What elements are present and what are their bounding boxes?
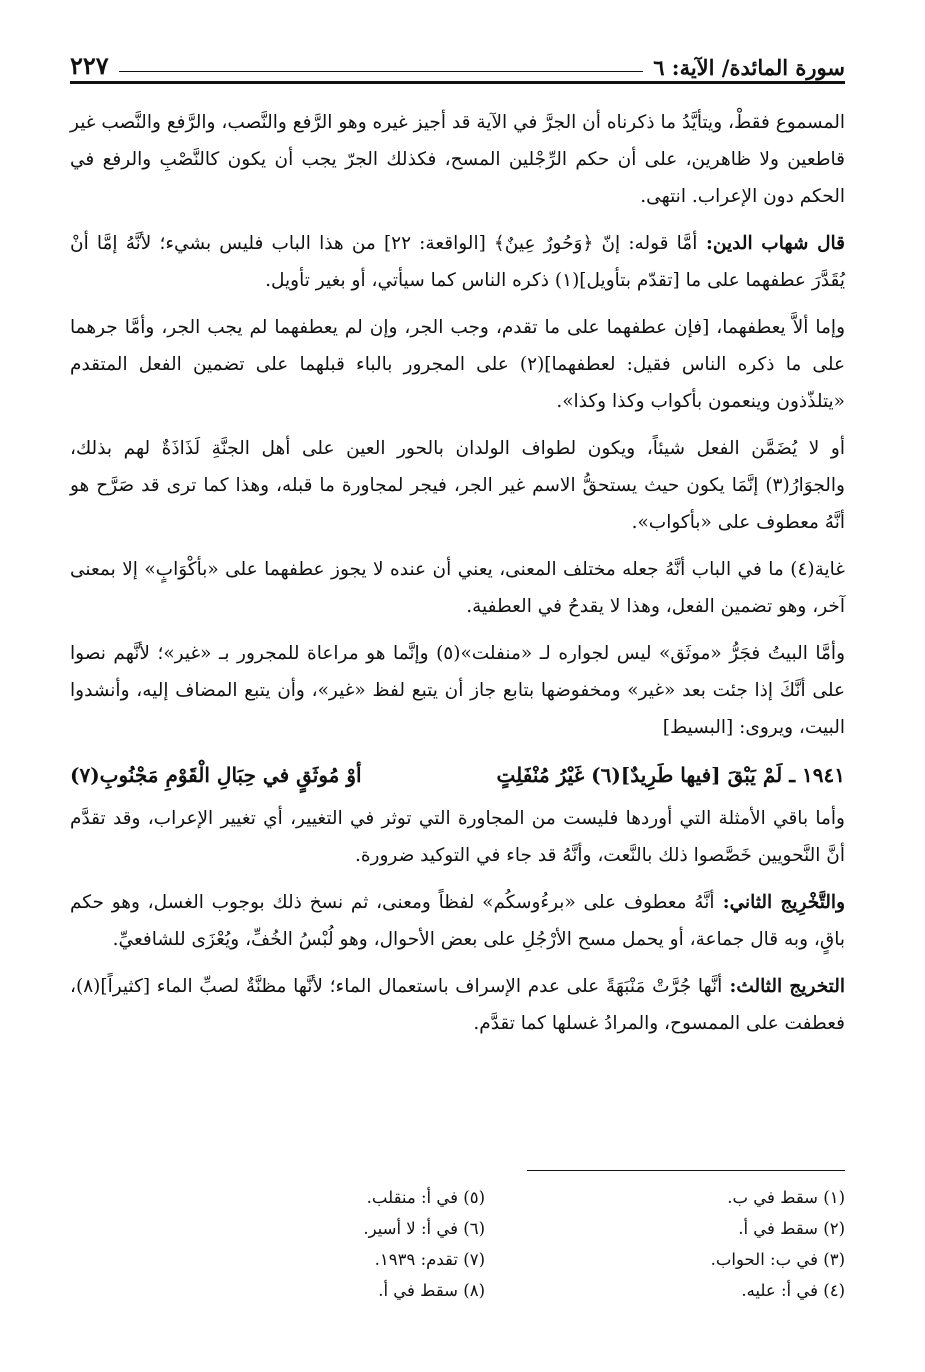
paragraph — [70, 225, 845, 299]
paragraph-text: وإما ألاَّ يعطفهما، [فإن عطفهما على ما تقدم، وجب الجر، وإن لم يعطفهما لم يجب الجر، وأمَّا جرهما على ما ذكره الناس فقيل: لعطفهما](٢) على المجرور بالباء قبلهما على تضمين الفعل المتقدم «يتلذّذون وينعمون بأكواب وكذا وكذا». — [70, 317, 845, 412]
paragraph-lead: والتَّخْرِيج الثاني: — [714, 892, 846, 913]
paragraph-text: وأمَّا البيتُ فجَرُّ «موثَق» ليس لجواره لـ «منفلت»(٥) وإنَّما هو مراعاة للمجرور بـ «غير»؛ لأنَّهم نصوا على أنَّكَ إذا جئت بعد «غير» ومخفوضها بتابع جاز أن يتبع لفظ «غير»، وأن يتبع المضاف إليه، وأنشدوا البيت، ويروى: [البسيط] — [70, 643, 845, 738]
paragraph — [70, 800, 845, 874]
paragraph — [70, 104, 845, 215]
paragraph — [70, 309, 845, 420]
footnote: (٢) سقط في أ. — [738, 1219, 845, 1238]
footnote: (٣) في ب: الحواب. — [710, 1250, 845, 1269]
header-rule — [70, 81, 845, 84]
page-number: ٢٢٧ — [70, 51, 109, 80]
footnote: (٨) سقط في أ. — [378, 1281, 485, 1300]
paragraph — [70, 884, 845, 958]
paragraph — [70, 430, 845, 541]
poetry-verse — [70, 756, 845, 794]
paragraph — [70, 551, 845, 625]
paragraph-text: غاية(٤) ما في الباب أنَّهُ جعله مختلف المعنى، يعني أن عنده لا يجوز عطفهما على «بأكْوَابٍ» إلا بمعنى آخر، وهو تضمين الفعل، وهذا لا يقدحُ في العطفية. — [70, 559, 845, 617]
footnote: (٧) تقدم: ١٩٣٩. — [374, 1250, 485, 1269]
paragraph — [70, 968, 845, 1042]
footnote: (٦) في أ: لا أسير. — [363, 1219, 485, 1238]
footnote: (٤) في أ: عليه. — [741, 1281, 845, 1300]
footnotes — [70, 1182, 845, 1306]
surah-title: سورة المائدة/ الآية: ٦ — [653, 55, 845, 80]
paragraph-text: أو لا يُضَمَّن الفعل شيئاً، ويكون لطواف الولدان بالحور العين على أهل الجنَّةِ لَذَاذَةٌ لهم بذلك، والجوَارُ(٣) إنَّمَا يكون حيث يستحقُّ الاسم غير الجر، فيجر لمجاورة ما قبله، وهذا كما ترى قد صَرَّح هو أنَّهُ معطوف على «بأكواب». — [70, 438, 845, 533]
footnotes-left-column — [105, 1182, 485, 1306]
page-header — [70, 36, 845, 80]
paragraph-text: وأما باقي الأمثلة التي أوردها فليست من المجاورة التي توثر في التغيير، أي تغيير الإعراب، وقد تقدَّم أنَّ النَّحويين خَصَّصوا ذلك بالنَّعت، وأنَّهُ قد جاء في التوكيد ضرورة. — [70, 808, 845, 866]
verse-first-hemistich: ١٩٤١ ـ لَمْ يَبْقَ [فيها طَرِيدٌ](٦) غَيْرُ مُنْفَلِتٍ — [496, 763, 845, 787]
paragraph-text: أمَّا قوله: إنّ ﴿وَحُورٌ عِينٌ﴾ [الواقعة: ٢٢] من هذا الباب فليس بشيء؛ لأنَّهُ إمَّا أنْ يُقَدَّرَ عطفهما على ما [تقدّم بتأويل](١) ذكره الناس كما سيأتي، أو بغير تأويل. — [70, 233, 845, 291]
header-dash — [119, 71, 644, 72]
verse-second-hemistich: أوْ مُوثَقٍ في حِبَالِ الْقَوْمِ مَجْنُوبِ(٧) — [70, 763, 362, 787]
paragraph-lead: قال شهاب الدين: — [697, 233, 845, 254]
paragraph-text: المسموع فقطْ، ويتأيَّدُ ما ذكرناه أن الجرَّ في الآية قد أجيز غيره وهو الرَّفع والنَّصب، والرَّفع والنَّصب غير قاطعين ولا ظاهرين، على أن حكم الرِّجْلين المسح، فكذلك الجرّ يجب أن يكون كالنَّصْبِ والرفع في الحكم دون الإعراب. انتهى. — [70, 112, 845, 207]
main-text — [70, 104, 845, 1052]
paragraph-lead: التخريج الثالث: — [722, 976, 846, 997]
footnote-rule — [527, 1170, 845, 1171]
footnote: (١) سقط في ب. — [727, 1188, 845, 1207]
paragraph-text: أنَّهُ معطوف على «برءُوسكُم» لفظاً ومعنى، ثم نسخ ذلك بوجوب الغسل، وهو حكم باقٍ، وبه قال جماعة، أو يحمل مسح الأرْجُلِ على بعض الأحوال، وهو لُبْسُ الخُفِّ، ويُعْزَى للشافعيِّ. — [70, 892, 845, 950]
footnote: (٥) في أ: منقلب. — [366, 1188, 485, 1207]
paragraph — [70, 635, 845, 746]
footnotes-right-column — [485, 1182, 845, 1306]
paragraph-text: أنَّها جُرَّتْ مَنْبَهَةً على عدم الإسراف باستعمال الماء؛ لأنَّها مظنَّةٌ لصبِّ الماء [كثيراً](٨)، فعطفت على الممسوح، والمرادُ غسلها كما تقدَّم. — [70, 976, 845, 1034]
